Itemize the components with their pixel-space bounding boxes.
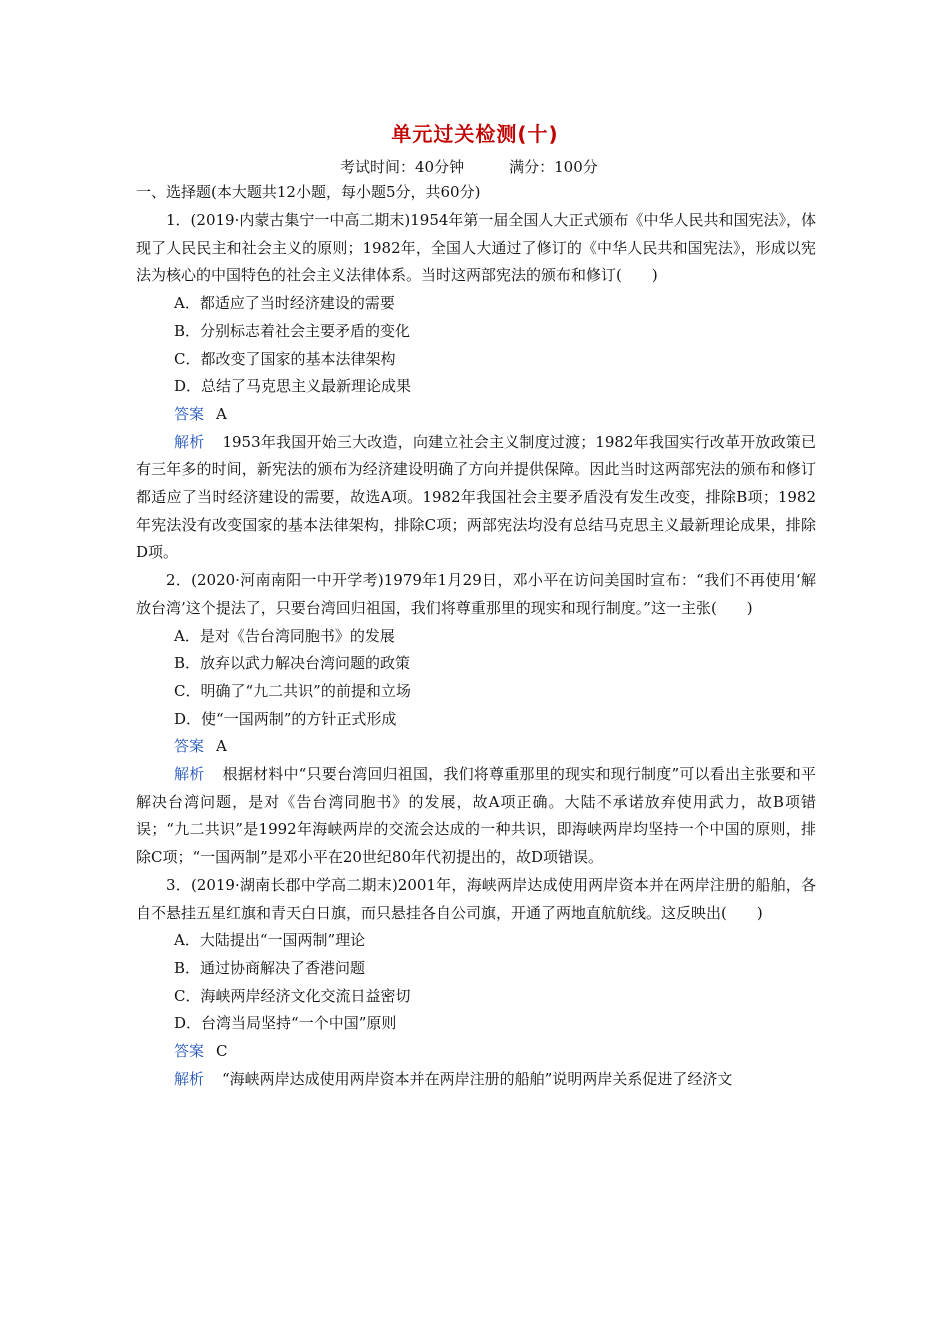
option-c: C．明确了“九二共识”的前提和立场	[174, 681, 411, 700]
answer-line	[136, 733, 816, 761]
explanation-label: 解析	[174, 432, 205, 451]
option-b: B．通过协商解决了香港问题	[174, 958, 366, 977]
option-a: A．都适应了当时经济建设的需要	[174, 294, 395, 313]
option-a: A．大陆提出“一国两制”理论	[174, 931, 366, 950]
explanation-label: 解析	[174, 1069, 205, 1088]
option-a: A．是对《告台湾同胞书》的发展	[174, 626, 395, 645]
explanation	[136, 429, 816, 568]
option-d: D．台湾当局坚持“一个中国”原则	[174, 1014, 397, 1033]
answer-line	[136, 1038, 816, 1066]
explanation	[136, 761, 816, 872]
exam-meta	[340, 157, 598, 177]
question-stem: 1．(2019·内蒙古集宁一中高二期末)1954年第一届全国人大正式颁布《中华人民共和国宪法》，体现了人民民主和社会主义的原则；1982年，全国人大通过了修订的《中华人民共和国宪法》，形成以宪法为核心的中国特色的社会主义法律体系。当时这两部宪法的颁布和修订( )	[136, 211, 816, 285]
answer-value: A	[216, 737, 227, 756]
answer-value: A	[216, 404, 227, 423]
option-b: B．放弃以武力解决台湾问题的政策	[174, 654, 411, 673]
option-c: C．都改变了国家的基本法律架构	[174, 349, 396, 368]
question-stem: 2．(2020·河南南阳一中开学考)1979年1月29日，邓小平在访问美国时宣布：“我们不再使用‘解放台湾’这个提法了，只要台湾回归祖国，我们将尊重那里的现实和现行制度。”这一主张( )	[136, 571, 816, 617]
explanation	[136, 1066, 816, 1094]
explanation-text: “海峡两岸达成使用两岸资本并在两岸注册的船舶”说明两岸关系促进了经济文	[222, 1069, 733, 1088]
answer-value: C	[216, 1042, 228, 1061]
question-list	[136, 207, 816, 1094]
answer-label: 答案	[174, 404, 205, 423]
explanation-text: 根据材料中“只要台湾回归祖国，我们将尊重那里的现实和现行制度”可以看出主张要和平解决台湾问题，是对《告台湾同胞书》的发展，故A项正确。大陆不承诺放弃使用武力，故B项错误；“九二共识”是1992年海峡两岸的交流会达成的一种共识，即海峡两岸均坚持一个中国的原则，排除C项；“一国两制”是邓小平在20世纪80年代初提出的，故D项错误。	[136, 765, 816, 867]
section-heading: 一、选择题(本大题共12小题，每小题5分，共60分)	[136, 183, 481, 201]
question-stem: 3．(2019·湖南长郡中学高二期末)2001年，海峡两岸达成使用两岸资本并在两岸注册的船舶，各自不悬挂五星红旗和青天白日旗，而只悬挂各自公司旗，开通了两地直航航线。这反映出( )	[136, 875, 816, 922]
answer-line	[136, 401, 816, 429]
option-d: D．总结了马克思主义最新理论成果	[174, 377, 412, 396]
option-d: D．使“一国两制”的方针正式形成	[174, 709, 397, 728]
explanation-label: 解析	[174, 765, 205, 784]
answer-label: 答案	[174, 737, 205, 756]
answer-label: 答案	[174, 1042, 205, 1061]
page-title: 单元过关检测(十)	[391, 122, 559, 146]
option-b: B．分别标志着社会主要矛盾的变化	[174, 321, 411, 340]
option-c: C．海峡两岸经济文化交流日益密切	[174, 986, 411, 1005]
explanation-text: 1953年我国开始三大改造，向建立社会主义制度过渡；1982年我国实行改革开放政策已有三年多的时间，新宪法的颁布为经济建设明确了方向并提供保障。因此当时这两部宪法的颁布和修订都适应了当时经济建设的需要，故选A项。1982年我国社会主要矛盾没有发生改变，排除B项；1982年宪法没有改变国家的基本法律架构，排除C项；两部宪法均没有总结马克思主义最新理论成果，排除D项。	[136, 432, 816, 562]
full-score: 满分：100分	[509, 158, 598, 176]
exam-time: 考试时间：40分钟	[340, 158, 465, 176]
